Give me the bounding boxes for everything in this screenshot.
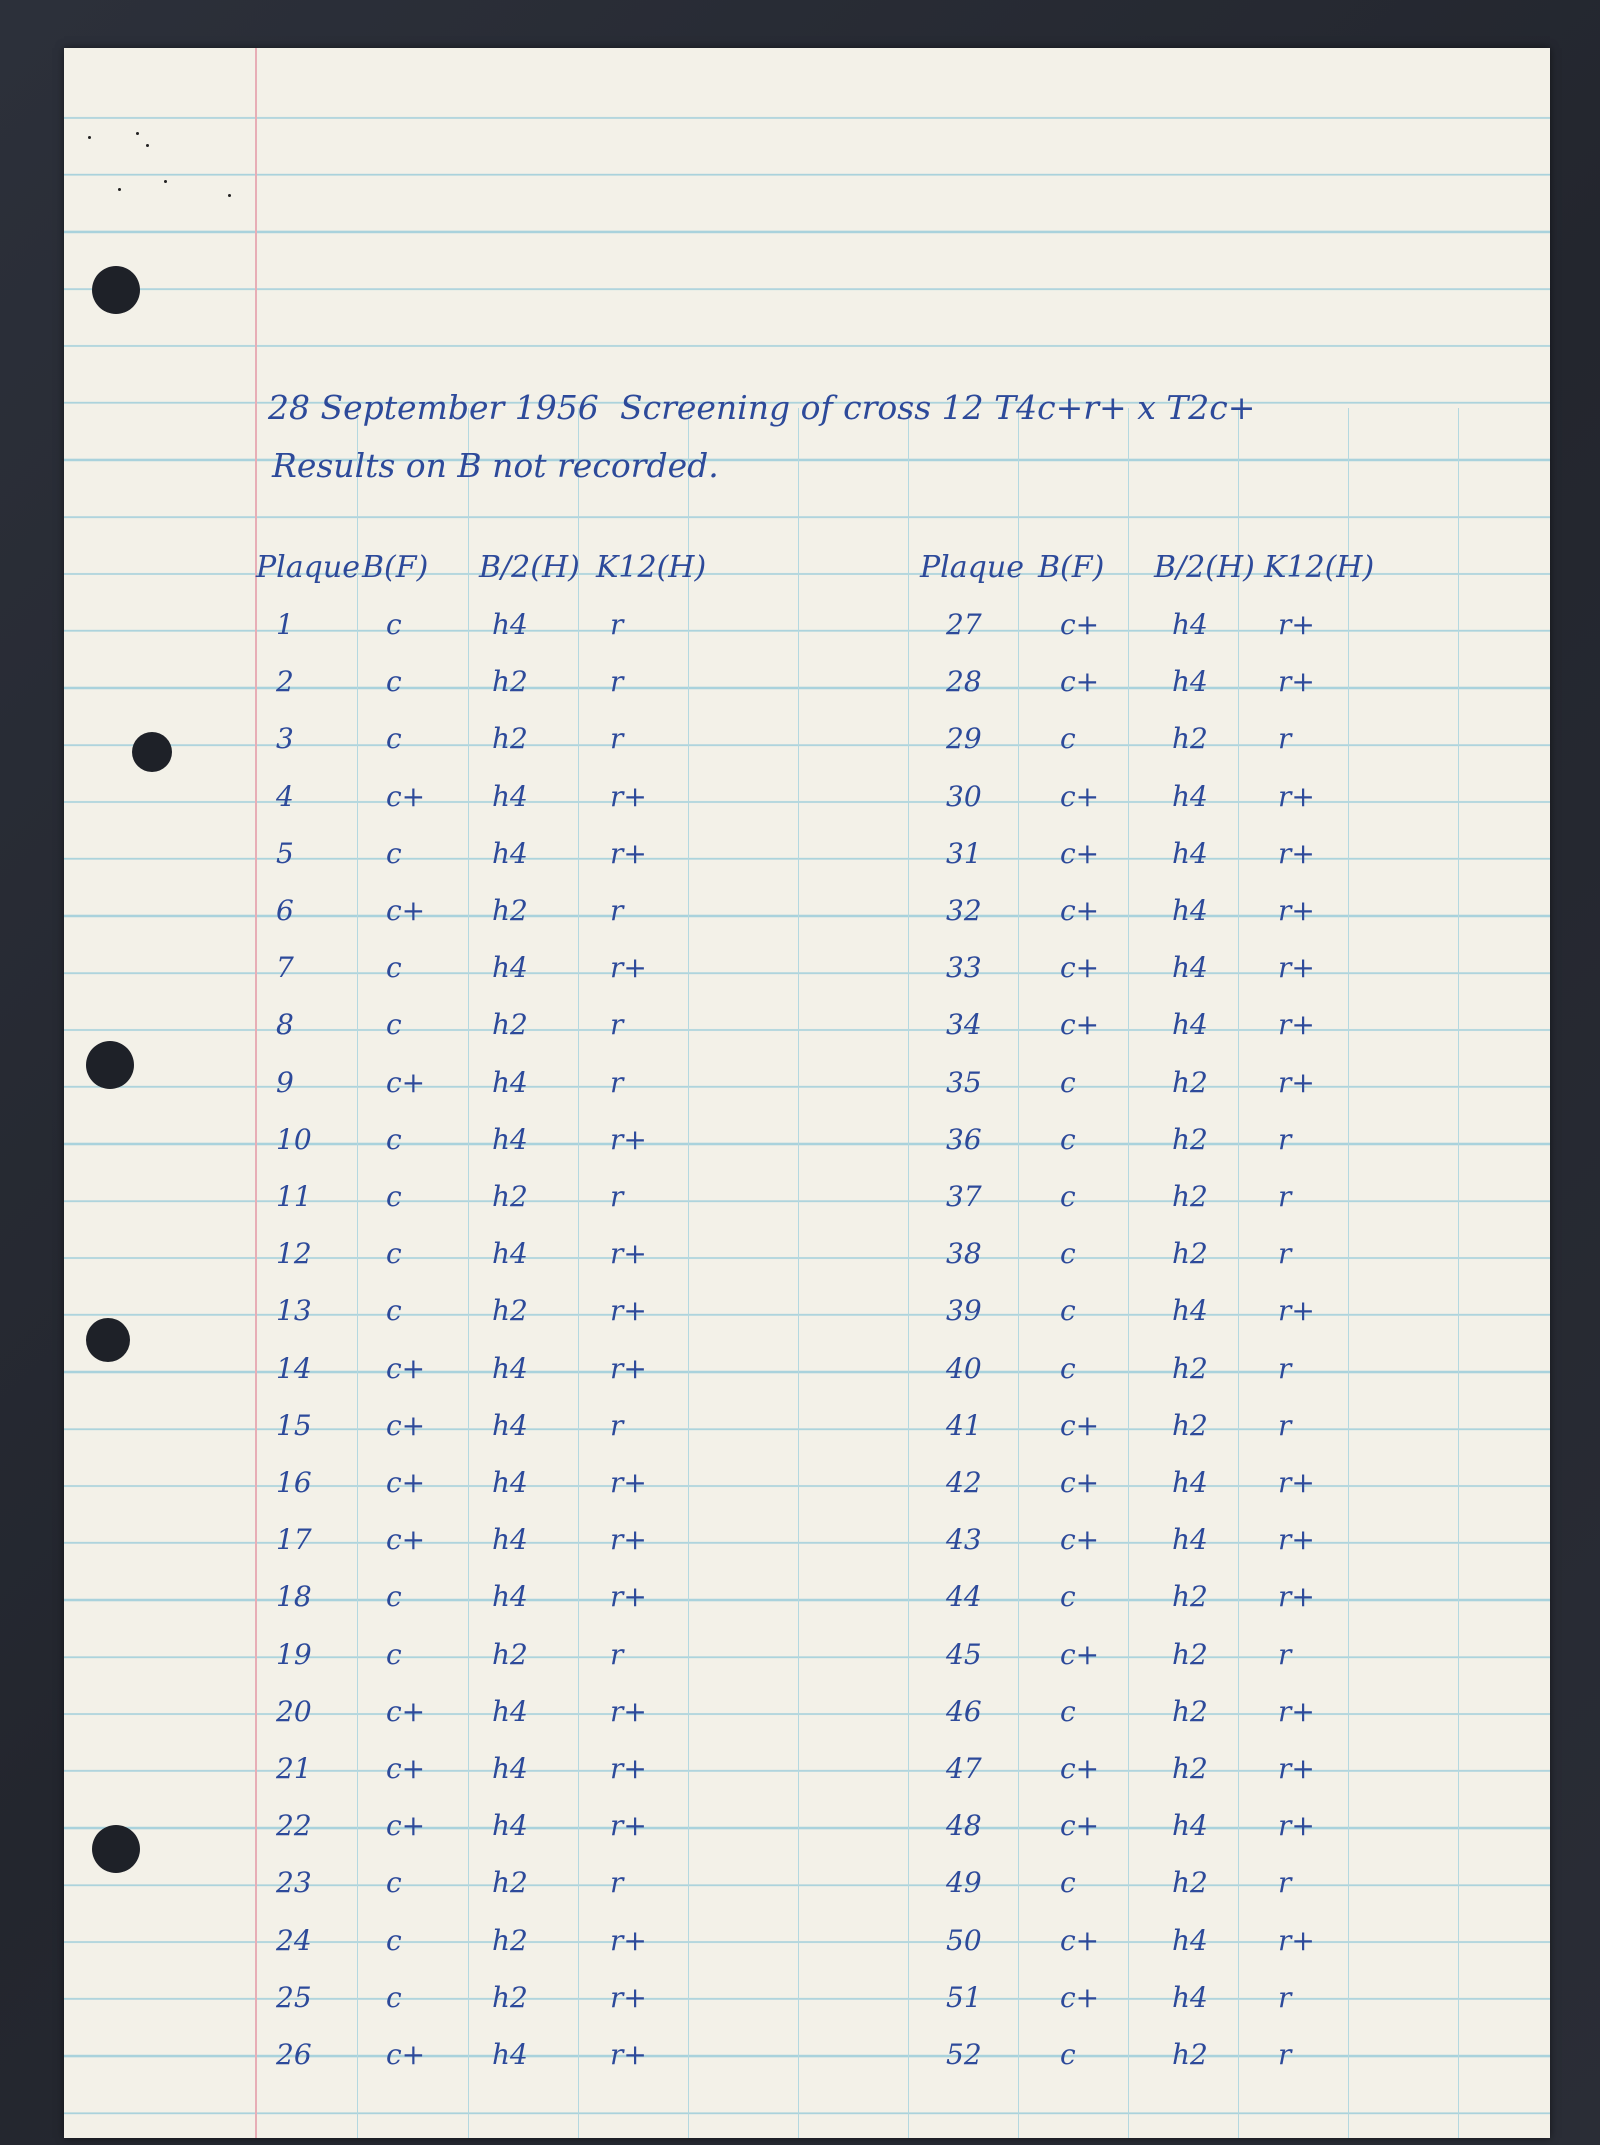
b2-h-value: h4 [1172, 779, 1208, 813]
b-f-value: c+ [386, 1694, 426, 1728]
grid-line [578, 408, 579, 2138]
plaque-number: 32 [946, 894, 982, 927]
plaque-number: 29 [946, 722, 982, 756]
b2-h-value: h4 [1172, 836, 1208, 870]
k12-h-value: r+ [610, 2038, 647, 2071]
k12-h-value: r [1278, 722, 1292, 756]
entry-date: 28 September 1956 [268, 388, 599, 427]
plaque-number: 30 [946, 779, 982, 813]
entry-note: Results on B not recorded. [272, 446, 719, 485]
k12-h-value: r [610, 894, 624, 927]
b2-h-value: h2 [492, 1980, 528, 2014]
grid-line [357, 408, 358, 2138]
b2-h-value: h2 [492, 1180, 528, 1213]
plaque-number: 4 [276, 779, 294, 813]
b2-h-value: h2 [1172, 1065, 1208, 1099]
b-f-value: c+ [1060, 1923, 1100, 1957]
plaque-number: 42 [946, 1466, 982, 1499]
k12-h-value: r+ [1278, 1008, 1315, 1042]
grid-line [798, 408, 799, 2138]
k12-h-value: r+ [1278, 1923, 1315, 1957]
b-f-value: c+ [386, 1752, 426, 1785]
k12-h-value: r+ [1278, 1809, 1315, 1843]
b-f-value: c+ [1060, 1523, 1100, 1557]
b2-h-value: h4 [1172, 1923, 1208, 1957]
b2-h-value: h4 [492, 1809, 528, 1843]
b2-h-value: h2 [1172, 1694, 1208, 1728]
k12-h-value: r+ [610, 779, 647, 813]
plaque-number: 51 [946, 1980, 982, 2014]
k12-h-value: r [610, 608, 624, 641]
column-header-b2-h: B/2(H) [1154, 550, 1255, 585]
plaque-number: 13 [276, 1294, 312, 1328]
b2-h-value: h2 [1172, 2038, 1208, 2071]
plaque-number: 18 [276, 1580, 312, 1614]
b-f-value: c [1060, 1351, 1076, 1385]
b-f-value: c+ [386, 1809, 426, 1843]
plaque-number: 19 [276, 1637, 312, 1671]
k12-h-value: r [610, 1065, 624, 1099]
grid-line [1458, 408, 1459, 2138]
b2-h-value: h4 [492, 2038, 528, 2071]
b-f-value: c+ [1060, 1637, 1100, 1671]
plaque-number: 21 [276, 1752, 312, 1785]
b2-h-value: h4 [1172, 1809, 1208, 1843]
column-header-b2-h: B/2(H) [479, 550, 580, 585]
b2-h-value: h4 [492, 779, 528, 813]
plaque-number: 36 [946, 1122, 982, 1156]
b2-h-value: h2 [1172, 1408, 1208, 1442]
b-f-value: c [1060, 1866, 1076, 1900]
b2-h-value: h2 [1172, 1752, 1208, 1785]
ink-speck [164, 180, 167, 183]
b2-h-value: h2 [492, 665, 528, 699]
plaque-number: 43 [946, 1523, 982, 1557]
b-f-value: c [386, 1008, 402, 1042]
k12-h-value: r [1278, 1122, 1292, 1156]
k12-h-value: r+ [1278, 608, 1315, 641]
column-header-plaque: Plaque [256, 550, 360, 585]
k12-h-value: r [610, 1866, 624, 1900]
k12-h-value: r+ [610, 1752, 647, 1785]
b2-h-value: h4 [492, 1580, 528, 1614]
plaque-number: 28 [946, 665, 982, 699]
grid-line [468, 408, 469, 2138]
k12-h-value: r [610, 665, 624, 699]
b-f-value: c [386, 665, 402, 699]
b2-h-value: h2 [492, 1008, 528, 1042]
b-f-value: c [1060, 1694, 1076, 1728]
k12-h-value: r+ [610, 836, 647, 870]
b-f-value: c+ [386, 1351, 426, 1385]
plaque-number: 14 [276, 1351, 312, 1385]
b-f-value: c [386, 951, 402, 985]
plaque-number: 39 [946, 1294, 982, 1328]
plaque-number: 22 [276, 1809, 312, 1843]
k12-h-value: r [1278, 1237, 1292, 1271]
k12-h-value: r [1278, 1351, 1292, 1385]
k12-h-value: r+ [1278, 1523, 1315, 1557]
k12-h-value: r+ [610, 1980, 647, 2014]
b2-h-value: h4 [492, 1351, 528, 1385]
b2-h-value: h4 [492, 1237, 528, 1271]
margin-line [255, 48, 257, 2138]
b-f-value: c+ [1060, 1466, 1100, 1499]
ink-speck [88, 136, 91, 139]
plaque-number: 35 [946, 1065, 982, 1099]
k12-h-value: r+ [1278, 1466, 1315, 1499]
b2-h-value: h4 [492, 951, 528, 985]
b2-h-value: h2 [1172, 1637, 1208, 1671]
b-f-value: c [1060, 1180, 1076, 1213]
ink-speck [228, 194, 231, 197]
ink-speck [136, 132, 139, 135]
plaque-number: 44 [946, 1580, 982, 1614]
ink-speck [118, 188, 121, 191]
k12-h-value: r+ [610, 1237, 647, 1271]
b-f-value: c [386, 1923, 402, 1957]
b2-h-value: h2 [492, 894, 528, 927]
b2-h-value: h4 [1172, 1523, 1208, 1557]
plaque-number: 25 [276, 1980, 312, 2014]
b-f-value: c [386, 1122, 402, 1156]
k12-h-value: r+ [1278, 1580, 1315, 1614]
k12-h-value: r+ [1278, 779, 1315, 813]
plaque-number: 41 [946, 1408, 982, 1442]
b2-h-value: h4 [492, 1523, 528, 1557]
column-header-b-f: B(F) [1038, 550, 1105, 585]
k12-h-value: r+ [1278, 1694, 1315, 1728]
grid-line [688, 408, 689, 2138]
plaque-number: 34 [946, 1008, 982, 1042]
b2-h-value: h4 [1172, 608, 1208, 641]
k12-h-value: r+ [610, 1122, 647, 1156]
b2-h-value: h2 [1172, 1866, 1208, 1900]
b-f-value: c [386, 1180, 402, 1213]
b-f-value: c+ [386, 1408, 426, 1442]
column-header-b-f: B(F) [362, 550, 429, 585]
b2-h-value: h2 [492, 1866, 528, 1900]
k12-h-value: r+ [1278, 894, 1315, 927]
plaque-number: 23 [276, 1866, 312, 1900]
plaque-number: 26 [276, 2038, 312, 2071]
k12-h-value: r [1278, 2038, 1292, 2071]
k12-h-value: r+ [610, 1351, 647, 1385]
b-f-value: c+ [386, 2038, 426, 2071]
b2-h-value: h4 [492, 1065, 528, 1099]
b2-h-value: h2 [1172, 1580, 1208, 1614]
b2-h-value: h2 [1172, 722, 1208, 756]
k12-h-value: r+ [610, 1580, 647, 1614]
b-f-value: c [1060, 1122, 1076, 1156]
b-f-value: c+ [1060, 1008, 1100, 1042]
entry-title: Screening of cross 12 T4c+r+ x T2c+ [620, 388, 1256, 427]
plaque-number: 40 [946, 1351, 982, 1385]
b-f-value: c [386, 1637, 402, 1671]
k12-h-value: r [610, 1408, 624, 1442]
b2-h-value: h4 [1172, 951, 1208, 985]
plaque-number: 12 [276, 1237, 312, 1271]
grid-line [1018, 408, 1019, 2138]
k12-h-value: r [1278, 1408, 1292, 1442]
notebook-page [64, 48, 1550, 2138]
k12-h-value: r [1278, 1637, 1292, 1671]
plaque-number: 46 [946, 1694, 982, 1728]
plaque-number: 24 [276, 1923, 312, 1957]
k12-h-value: r [1278, 1180, 1292, 1213]
b-f-value: c+ [1060, 779, 1100, 813]
b2-h-value: h4 [492, 1752, 528, 1785]
plaque-number: 38 [946, 1237, 982, 1271]
b-f-value: c+ [386, 894, 426, 927]
b2-h-value: h4 [1172, 1980, 1208, 2014]
b-f-value: c [386, 1580, 402, 1614]
punch-hole [92, 1825, 140, 1873]
k12-h-value: r [610, 722, 624, 756]
k12-h-value: r+ [1278, 951, 1315, 985]
k12-h-value: r+ [610, 1694, 647, 1728]
b-f-value: c [1060, 1065, 1076, 1099]
plaque-number: 15 [276, 1408, 312, 1442]
b2-h-value: h2 [492, 1294, 528, 1328]
k12-h-value: r+ [1278, 836, 1315, 870]
punch-hole [92, 266, 140, 314]
plaque-number: 47 [946, 1752, 982, 1785]
k12-h-value: r [610, 1637, 624, 1671]
b2-h-value: h4 [492, 1122, 528, 1156]
plaque-number: 9 [276, 1065, 294, 1099]
plaque-number: 49 [946, 1866, 982, 1900]
b-f-value: c+ [1060, 1809, 1100, 1843]
plaque-number: 10 [276, 1122, 312, 1156]
b2-h-value: h4 [492, 836, 528, 870]
plaque-number: 45 [946, 1637, 982, 1671]
b2-h-value: h2 [1172, 1122, 1208, 1156]
plaque-number: 6 [276, 894, 294, 927]
plaque-number: 2 [276, 665, 294, 699]
b2-h-value: h2 [492, 722, 528, 756]
plaque-number: 50 [946, 1923, 982, 1957]
punch-hole [86, 1318, 130, 1362]
plaque-number: 16 [276, 1466, 312, 1499]
column-header-k12-h: K12(H) [1264, 550, 1375, 585]
k12-h-value: r+ [1278, 1294, 1315, 1328]
b2-h-value: h2 [492, 1637, 528, 1671]
plaque-number: 1 [276, 608, 294, 641]
k12-h-value: r+ [610, 1809, 647, 1843]
column-header-plaque: Plaque [920, 550, 1024, 585]
b-f-value: c [1060, 722, 1076, 756]
b-f-value: c [386, 836, 402, 870]
b2-h-value: h4 [1172, 1294, 1208, 1328]
k12-h-value: r+ [1278, 1752, 1315, 1785]
punch-hole [132, 732, 172, 772]
b-f-value: c [1060, 1237, 1076, 1271]
b-f-value: c [386, 1237, 402, 1271]
b2-h-value: h4 [1172, 1008, 1208, 1042]
plaque-number: 11 [276, 1180, 312, 1213]
plaque-number: 17 [276, 1523, 312, 1557]
b2-h-value: h4 [1172, 1466, 1208, 1499]
ink-speck [146, 144, 149, 147]
plaque-number: 37 [946, 1180, 982, 1213]
grid-line [908, 408, 909, 2138]
plaque-number: 48 [946, 1809, 982, 1843]
k12-h-value: r+ [1278, 665, 1315, 699]
b-f-value: c+ [1060, 951, 1100, 985]
grid-line [1128, 408, 1129, 2138]
k12-h-value: r+ [1278, 1065, 1315, 1099]
b2-h-value: h4 [1172, 894, 1208, 927]
b-f-value: c+ [1060, 894, 1100, 927]
b-f-value: c [386, 1866, 402, 1900]
b-f-value: c+ [1060, 1408, 1100, 1442]
b-f-value: c [386, 1294, 402, 1328]
k12-h-value: r+ [610, 1923, 647, 1957]
b2-h-value: h4 [492, 1408, 528, 1442]
grid-line [1348, 408, 1349, 2138]
b-f-value: c [386, 1980, 402, 2014]
b-f-value: c+ [1060, 836, 1100, 870]
column-header-k12-h: K12(H) [596, 550, 707, 585]
k12-h-value: r [1278, 1866, 1292, 1900]
plaque-number: 5 [276, 836, 294, 870]
b-f-value: c+ [1060, 608, 1100, 641]
k12-h-value: r+ [610, 1523, 647, 1557]
b-f-value: c+ [386, 1065, 426, 1099]
plaque-number: 31 [946, 836, 982, 870]
b2-h-value: h4 [1172, 665, 1208, 699]
k12-h-value: r+ [610, 951, 647, 985]
b-f-value: c+ [1060, 1980, 1100, 2014]
b-f-value: c+ [386, 1523, 426, 1557]
k12-h-value: r [610, 1008, 624, 1042]
b2-h-value: h4 [492, 608, 528, 641]
b-f-value: c [1060, 1580, 1076, 1614]
k12-h-value: r [1278, 1980, 1292, 2014]
b-f-value: c [1060, 2038, 1076, 2071]
k12-h-value: r+ [610, 1466, 647, 1499]
b-f-value: c [386, 722, 402, 756]
plaque-number: 27 [946, 608, 982, 641]
b2-h-value: h2 [492, 1923, 528, 1957]
b2-h-value: h2 [1172, 1180, 1208, 1213]
plaque-number: 20 [276, 1694, 312, 1728]
b2-h-value: h2 [1172, 1237, 1208, 1271]
b-f-value: c+ [1060, 1752, 1100, 1785]
b-f-value: c+ [386, 1466, 426, 1499]
b2-h-value: h4 [492, 1694, 528, 1728]
plaque-number: 52 [946, 2038, 982, 2071]
plaque-number: 7 [276, 951, 294, 985]
b-f-value: c+ [386, 779, 426, 813]
grid-line [1238, 408, 1239, 2138]
b-f-value: c+ [1060, 665, 1100, 699]
k12-h-value: r [610, 1180, 624, 1213]
b-f-value: c [386, 608, 402, 641]
punch-hole [86, 1041, 134, 1089]
k12-h-value: r+ [610, 1294, 647, 1328]
b2-h-value: h4 [492, 1466, 528, 1499]
plaque-number: 33 [946, 951, 982, 985]
plaque-number: 3 [276, 722, 294, 756]
plaque-number: 8 [276, 1008, 294, 1042]
b2-h-value: h2 [1172, 1351, 1208, 1385]
b-f-value: c [1060, 1294, 1076, 1328]
